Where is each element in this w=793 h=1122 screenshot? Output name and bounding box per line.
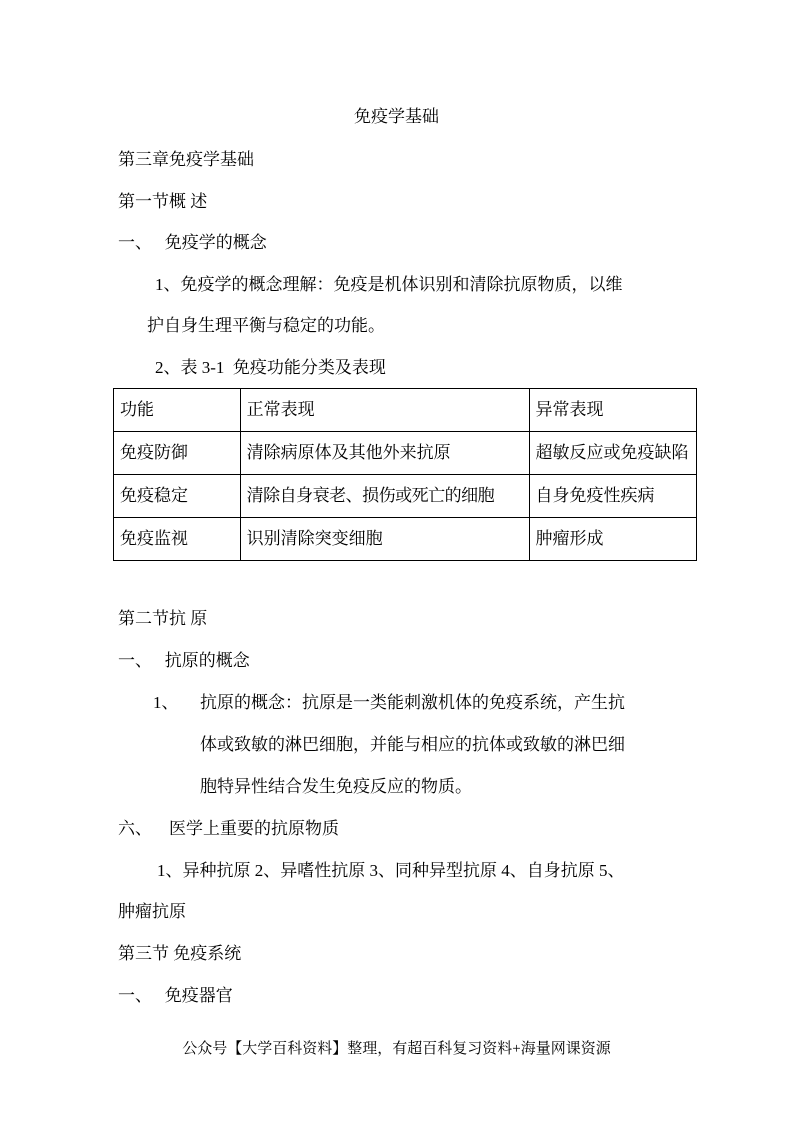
table-cell: 免疫监视 <box>114 518 241 561</box>
paragraph: 抗原的概念：抗原是一类能刺激机体的免疫系统，产生抗 <box>200 693 625 712</box>
document-title: 免疫学基础 <box>354 107 439 126</box>
table-cell: 清除病原体及其他外来抗原 <box>240 432 529 475</box>
paragraph: 体或致敏的淋巴细胞，并能与相应的抗体或致敏的淋巴细 <box>200 735 625 754</box>
section-heading: 第一节概 述 <box>118 192 208 211</box>
header-cell: 功能 <box>114 389 241 432</box>
paragraph: 胞特异性结合发生免疫反应的物质。 <box>200 777 472 796</box>
table-caption: 2、表 3-1 免疫功能分类及表现 <box>155 358 386 377</box>
table-cell: 肿瘤形成 <box>529 518 696 561</box>
table-cell: 免疫防御 <box>114 432 241 475</box>
page-footer: 公众号【大学百科资料】整理，有超百科复习资料+海量网课资源 <box>182 1041 611 1057</box>
table-cell: 清除自身衰老、损伤或死亡的细胞 <box>240 475 529 518</box>
section-heading: 第三节 免疫系统 <box>118 944 242 963</box>
subsection-heading: 一、 免疫器官 <box>118 986 233 1005</box>
subsection-heading: 六、 医学上重要的抗原物质 <box>118 819 339 838</box>
table-header-row <box>114 389 697 432</box>
table-row <box>114 518 697 561</box>
paragraph: 护自身生理平衡与稳定的功能。 <box>147 316 385 335</box>
paragraph: 肿瘤抗原 <box>118 902 186 921</box>
chapter-heading: 第三章免疫学基础 <box>118 150 254 169</box>
list-number: 1、 <box>153 693 179 712</box>
subsection-heading: 一、 抗原的概念 <box>118 651 250 670</box>
table-cell: 自身免疫性疾病 <box>529 475 696 518</box>
paragraph: 1、异种抗原 2、异嗜性抗原 3、同种异型抗原 4、自身抗原 5、 <box>157 861 625 880</box>
section-heading: 第二节抗 原 <box>118 609 208 628</box>
table-cell: 识别清除突变细胞 <box>240 518 529 561</box>
subsection-heading: 一、 免疫学的概念 <box>118 233 267 252</box>
paragraph: 1、免疫学的概念理解：免疫是机体识别和清除抗原物质，以维 <box>155 275 623 294</box>
table-cell: 免疫稳定 <box>114 475 241 518</box>
header-cell: 正常表现 <box>240 389 529 432</box>
immune-function-table <box>113 388 697 561</box>
table-row <box>114 475 697 518</box>
table-row <box>114 432 697 475</box>
table-cell: 超敏反应或免疫缺陷 <box>529 432 696 475</box>
header-cell: 异常表现 <box>529 389 696 432</box>
